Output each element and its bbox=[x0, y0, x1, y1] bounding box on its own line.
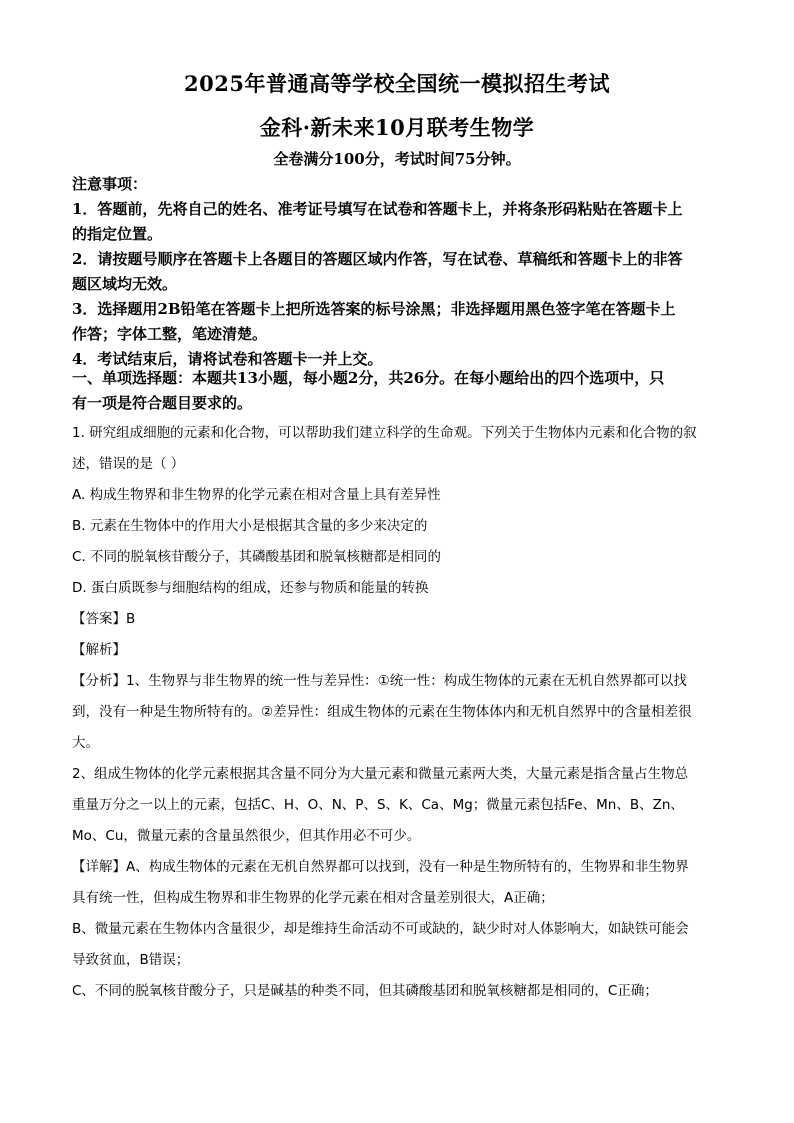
question-1-stem-line-2: 述，错误的是（ ） bbox=[72, 456, 185, 472]
analysis-1-line-1: 【分析】1、生物界与非生物界的统一性与差异性：①统一性：构成生物体的元素在无机自然界都可以找 bbox=[72, 673, 687, 689]
note-item-4: 4．考试结束后，请将试卷和答题卡一并上交。 bbox=[72, 350, 383, 368]
note-item-3: 3．选择题用2B铅笔在答题卡上把所选答案的标号涂黑；非选择题用黑色签字笔在答题卡上 bbox=[72, 300, 676, 318]
analysis-2-line-1: 2、组成生物体的化学元素根据其含量不同分为大量元素和微量元素两大类，大量元素是指含量占生物总 bbox=[72, 766, 689, 782]
option-d: D. 蛋白质既参与细胞结构的组成，还参与物质和能量的转换 bbox=[72, 580, 429, 596]
detail-line-3: B、微量元素在生物体内含量很少，却是维持生命活动不可或缺的，缺少时对人体影响大，如缺铁可能会 bbox=[72, 921, 689, 937]
detail-line-4: 导致贫血，B错误； bbox=[72, 952, 190, 968]
note-item-1-cont: 的指定位置。 bbox=[72, 225, 163, 243]
answer-block bbox=[72, 604, 724, 666]
analysis-part-1 bbox=[72, 666, 724, 759]
option-b: B. 元素在生物体中的作用大小是根据其含量的多少来决定的 bbox=[72, 518, 428, 534]
question-1-stem-line-1: 1. 研究组成细胞的元素和化合物，可以帮助我们建立科学的生命观。下列关于生物体内元素和化合物的叙 bbox=[72, 425, 697, 441]
analysis-2-line-3: Mo、Cu，微量元素的含量虽然很少，但其作用必不可少。 bbox=[72, 828, 421, 844]
detail-line-5: C、不同的脱氧核苷酸分子，只是碱基的种类不同，但其磷酸基团和脱氧核糖都是相同的，C正确； bbox=[72, 983, 658, 999]
note-item-2: 2．请按题号顺序在答题卡上各题目的答题区域内作答，写在试卷、草稿纸和答题卡上的非答 bbox=[72, 250, 683, 268]
answer-line: 【答案】B bbox=[72, 611, 136, 627]
exam-subtitle: 金科·新未来10月联考生物学 bbox=[259, 115, 535, 140]
question-1-options bbox=[72, 480, 724, 604]
detail-line-2: 具有统一性，但构成生物界和非生物界的化学元素在相对含量差别很大，A正确； bbox=[72, 890, 554, 906]
detail-line-1: 【详解】A、构成生物体的元素在无机自然界都可以找到，没有一种是生物所特有的，生物界和非生物界 bbox=[72, 859, 689, 875]
section-heading-line-1: 一、单项选择题：本题共13小题，每小题2分，共26分。在每小题给出的四个选项中，只 bbox=[72, 369, 665, 387]
analysis-label: 【解析】 bbox=[72, 642, 126, 658]
note-item-3-cont: 作答；字体工整，笔迹清楚。 bbox=[72, 325, 268, 343]
score-time-line: 全卷满分100分，考试时间75分钟。 bbox=[273, 150, 521, 168]
note-item-1: 1．答题前，先将自己的姓名、准考证号填写在试卷和答题卡上，并将条形码粘贴在答题卡上 bbox=[72, 200, 683, 218]
section-heading bbox=[72, 366, 724, 416]
section-heading-line-2: 有一项是符合题目要求的。 bbox=[72, 394, 253, 412]
analysis-2-line-2: 重量万分之一以上的元素，包括C、H、O、N、P、S、K、Ca、Mg；微量元素包括Fe、Mn、B、Zn、 bbox=[72, 797, 684, 813]
question-1-stem bbox=[72, 418, 724, 480]
option-c: C. 不同的脱氧核苷酸分子，其磷酸基团和脱氧核糖都是相同的 bbox=[72, 549, 442, 565]
exam-title: 2025年普通高等学校全国统一模拟招生考试 bbox=[184, 71, 610, 96]
detail-block bbox=[72, 852, 724, 1007]
notes-heading: 注意事项： bbox=[72, 175, 148, 193]
note-item-2-cont: 题区域均无效。 bbox=[72, 275, 178, 293]
analysis-1-line-2: 到，没有一种是生物所特有的。②差异性：组成生物体的元素在生物体体内和无机自然界中的含量相差很 bbox=[72, 704, 692, 720]
notes-block bbox=[72, 172, 724, 372]
analysis-1-line-3: 大。 bbox=[72, 735, 99, 751]
analysis-part-2 bbox=[72, 759, 724, 852]
option-a: A. 构成生物界和非生物界的化学元素在相对含量上具有差异性 bbox=[72, 487, 441, 503]
